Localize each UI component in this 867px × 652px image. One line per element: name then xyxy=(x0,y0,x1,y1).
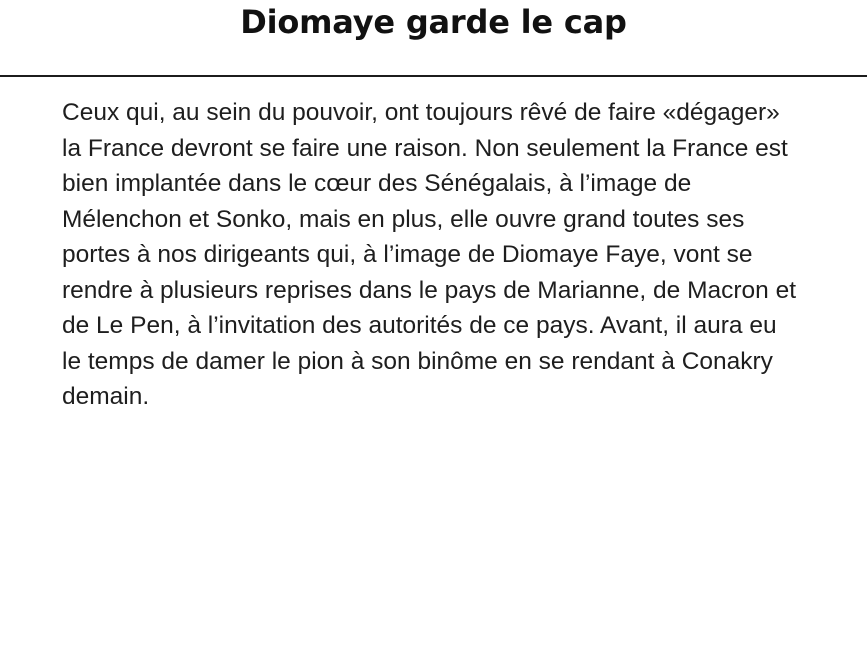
article-paragraph: Ceux qui, au sein du pouvoir, ont toujours rêvé de faire «dégager» la France devront se faire une raison. Non seulement la France est bien implantée dans le cœur des Sénégalais, à l’image de Mélenchon et Sonko, mais en plus, elle ouvre grand toutes ses portes à nos dirigeants qui, à l’image de Diomaye Faye, vont se rendre à plusieurs reprises dans le pays de Marianne, de Macron et de Le Pen, à l’invitation des autorités de ce pays. Avant, il aura eu le temps de damer le pion à son binôme en se rendant à Conakry demain. xyxy=(62,99,797,410)
article-title: Diomaye garde le cap xyxy=(240,3,627,41)
title-divider xyxy=(0,75,867,77)
